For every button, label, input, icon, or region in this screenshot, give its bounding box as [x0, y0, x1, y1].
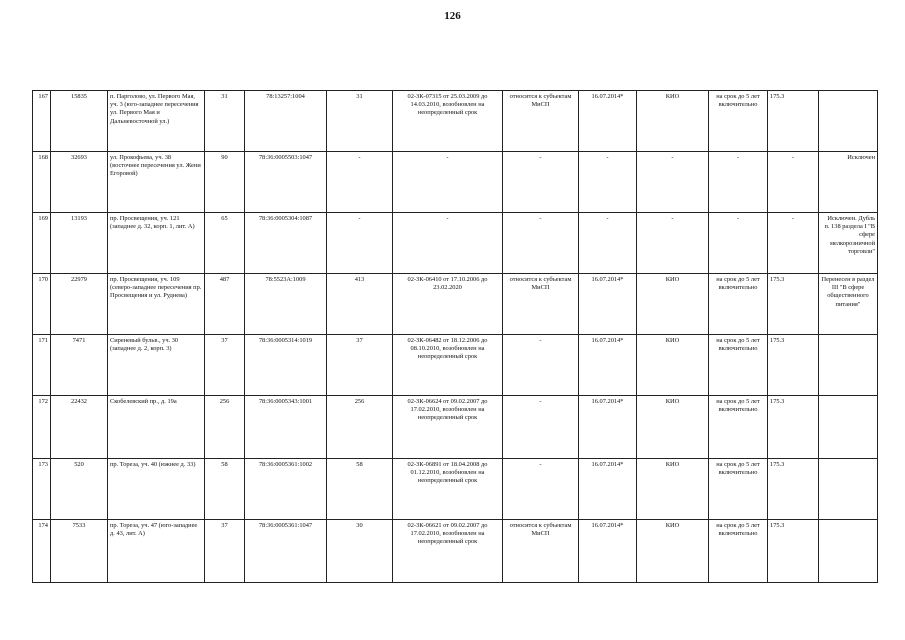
note-cell [819, 396, 878, 459]
table-row [33, 91, 878, 152]
area-cell: 37 [205, 520, 245, 583]
sme-status-cell: - [503, 152, 579, 213]
note-cell: Исключен [819, 152, 878, 213]
row-number-cell: 172 [33, 396, 51, 459]
note-cell [819, 335, 878, 396]
note-cell [819, 520, 878, 583]
row-number-cell: 171 [33, 335, 51, 396]
term-cell: на срок до 5 лет включительно [709, 520, 768, 583]
leased-area-cell: - [327, 152, 393, 213]
object-id-cell: 7533 [51, 520, 108, 583]
cadastral-number-cell: 78:36:0005503:1047 [245, 152, 327, 213]
sme-status-cell: - [503, 396, 579, 459]
area-cell: 31 [205, 91, 245, 152]
object-id-cell: 22432 [51, 396, 108, 459]
area-cell: 58 [205, 459, 245, 520]
sme-status-cell: - [503, 459, 579, 520]
address-cell: пр. Просвещения, уч. 121 (западнее д. 32, корп. 1, лит. А) [108, 213, 205, 274]
date-cell: 16.07.2014* [579, 459, 637, 520]
leased-area-cell: 37 [327, 335, 393, 396]
area-cell: 65 [205, 213, 245, 274]
note-cell: Перенесен в раздел III "В сфере общественного питания" [819, 274, 878, 335]
table-row [33, 520, 878, 583]
authority-cell: - [637, 213, 709, 274]
leased-area-cell: - [327, 213, 393, 274]
row-number-cell: 167 [33, 91, 51, 152]
code-cell: 175.3 [768, 274, 819, 335]
table-row [33, 274, 878, 335]
code-cell: 175.3 [768, 520, 819, 583]
cadastral-number-cell: 78:36:0005361:1047 [245, 520, 327, 583]
area-cell: 37 [205, 335, 245, 396]
lease-agreement-cell: 02-ЗК-06621 от 09.02.2007 до 17.02.2010, возобновлен на неопределенный срок [393, 520, 503, 583]
cadastral-number-cell: 78:5523А:1009 [245, 274, 327, 335]
date-cell: 16.07.2014* [579, 91, 637, 152]
date-cell: 16.07.2014* [579, 396, 637, 459]
note-cell: Исключен. Дубль п. 138 раздела I "В сфере мелкорозничной торговли" [819, 213, 878, 274]
term-cell: - [709, 213, 768, 274]
row-number-cell: 169 [33, 213, 51, 274]
authority-cell: - [637, 152, 709, 213]
authority-cell: КИО [637, 274, 709, 335]
area-cell: 90 [205, 152, 245, 213]
object-id-cell: 7471 [51, 335, 108, 396]
lease-agreement-cell: 02-ЗК-06624 от 09.02.2007 до 17.02.2010, возобновлен на неопределенный срок [393, 396, 503, 459]
table-row [33, 152, 878, 213]
term-cell: на срок до 5 лет включительно [709, 91, 768, 152]
term-cell: на срок до 5 лет включительно [709, 335, 768, 396]
authority-cell: КИО [637, 335, 709, 396]
code-cell: 175.3 [768, 91, 819, 152]
cadastral-number-cell: 78:36:0005361:1002 [245, 459, 327, 520]
address-cell: ул. Прокофьева, уч. 38 (восточнее пересечения ул. Жени Егоровой) [108, 152, 205, 213]
term-cell: на срок до 5 лет включительно [709, 459, 768, 520]
object-id-cell: 32693 [51, 152, 108, 213]
leased-area-cell: 58 [327, 459, 393, 520]
address-cell: пр. Тореза, уч. 40 (южнее д. 33) [108, 459, 205, 520]
page-number: 126 [444, 10, 461, 22]
date-cell: 16.07.2014* [579, 335, 637, 396]
leased-area-cell: 30 [327, 520, 393, 583]
row-number-cell: 170 [33, 274, 51, 335]
leased-area-cell: 31 [327, 91, 393, 152]
code-cell: 175.3 [768, 396, 819, 459]
table-row [33, 213, 878, 274]
lease-agreement-cell: 02-ЗК-06410 от 17.10.2006 до 23.02.2020 [393, 274, 503, 335]
code-cell: - [768, 213, 819, 274]
date-cell: 16.07.2014* [579, 274, 637, 335]
sme-status-cell: - [503, 335, 579, 396]
row-number-cell: 173 [33, 459, 51, 520]
object-id-cell: 13193 [51, 213, 108, 274]
lease-agreement-cell: - [393, 152, 503, 213]
code-cell: - [768, 152, 819, 213]
area-cell: 256 [205, 396, 245, 459]
sme-status-cell: относится к субъектам МиСП [503, 274, 579, 335]
table-row [33, 459, 878, 520]
object-id-cell: 15835 [51, 91, 108, 152]
lease-agreement-cell: 02-ЗК-07315 от 25.03.2009 до 14.03.2010, возобновлен на неопределенный срок [393, 91, 503, 152]
term-cell: на срок до 5 лет включительно [709, 274, 768, 335]
date-cell: - [579, 213, 637, 274]
leased-area-cell: 256 [327, 396, 393, 459]
date-cell: - [579, 152, 637, 213]
registry-table [32, 90, 878, 583]
lease-agreement-cell: 02-ЗК-06891 от 18.04.2008 до 01.12.2010, возобновлен на неопределенный срок [393, 459, 503, 520]
address-cell: Скобелевский пр., д. 19а [108, 396, 205, 459]
object-id-cell: 22979 [51, 274, 108, 335]
code-cell: 175.3 [768, 459, 819, 520]
sme-status-cell: относится к субъектам МиСП [503, 520, 579, 583]
code-cell: 175.3 [768, 335, 819, 396]
authority-cell: КИО [637, 91, 709, 152]
sme-status-cell: - [503, 213, 579, 274]
object-id-cell: 520 [51, 459, 108, 520]
date-cell: 16.07.2014* [579, 520, 637, 583]
lease-agreement-cell: - [393, 213, 503, 274]
row-number-cell: 168 [33, 152, 51, 213]
area-cell: 487 [205, 274, 245, 335]
table-row [33, 396, 878, 459]
lease-agreement-cell: 02-ЗК-06482 от 18.12.2006 до 08.10.2010, возобновлен на неопределенный срок [393, 335, 503, 396]
authority-cell: КИО [637, 396, 709, 459]
address-cell: пр. Тореза, уч. 47 (юго-западнее д. 43, лит. А) [108, 520, 205, 583]
cadastral-number-cell: 78:36:0005343:1001 [245, 396, 327, 459]
leased-area-cell: 413 [327, 274, 393, 335]
row-number-cell: 174 [33, 520, 51, 583]
address-cell: Сиреневый бульв., уч. 30 (западнее д. 2, корп. 3) [108, 335, 205, 396]
note-cell [819, 459, 878, 520]
cadastral-number-cell: 78:36:0005314:1019 [245, 335, 327, 396]
table-row [33, 335, 878, 396]
authority-cell: КИО [637, 459, 709, 520]
note-cell [819, 91, 878, 152]
address-cell: пр. Просвещения, уч. 109 (северо-западнее пересечения пр. Просвещения и ул. Руднева) [108, 274, 205, 335]
address-cell: п. Парголово, ул. Первого Мая, уч. 3 (юго-западнее пересечения ул. Первого Мая и Дальневосточной ул.) [108, 91, 205, 152]
cadastral-number-cell: 78:13257:1004 [245, 91, 327, 152]
authority-cell: КИО [637, 520, 709, 583]
sme-status-cell: относится к субъектам МиСП [503, 91, 579, 152]
term-cell: - [709, 152, 768, 213]
term-cell: на срок до 5 лет включительно [709, 396, 768, 459]
cadastral-number-cell: 78:36:0005304:1087 [245, 213, 327, 274]
